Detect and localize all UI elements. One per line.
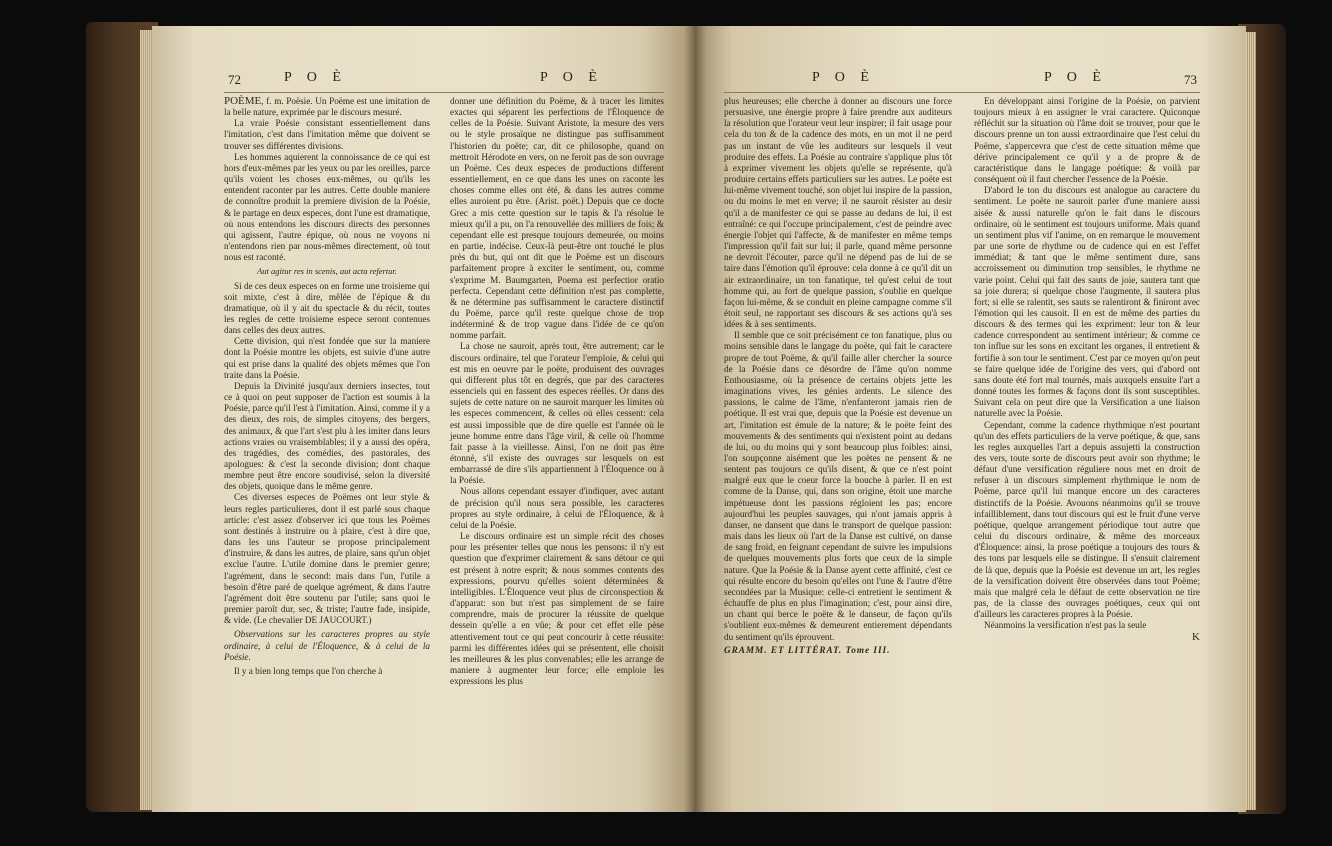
paragraph: Nous allons cependant essayer d'indiquer, avec autant de précision qu'il nous sera possible, les caracteres propres au style ordinaire, à celui de l'Éloquence, & à celui de la Poésie. xyxy=(450,486,664,530)
paragraph: Néanmoins la versification n'est pas la seule xyxy=(984,620,1147,631)
right-page-column-1 xyxy=(724,96,952,656)
paragraph: donner une définition du Poëme, & à tracer les limites exactes qui séparent les perfections de l'Éloquence de celles de la Poésie. Suivant Aristote, la mesure des vers ou le style prosaïque ne distingue pas suffisamment l'historien du poëte; car, dit ce philosophe, quand on mettroit Hérodote en vers, on ne feroit pas de son ouvrage un Poëme. Ces deux especes de productions different essentiellement, en ce que dans les unes on raconte les choses comme elles ont été, & dans les autres comme elles auroient pu être. (Arist. poët.) Depuis que ce docte Grec a mis cette question sur le tapis & l'a résolue le mieux qu'il a pu, on l'a renouvellée des milliers de fois; & cependant elle est presque toujours demeurée, ou moins en partie, indécise. Ceux-là peut-être ont touché le plus près du but, qui ont dit que le Poëme est un discours parfaitement propre à exciter le sentiment, ou, comme s'exprime M. Baumgarten, Poema est perfectior oratio perfecta. Cependant cette définition n'est pas complette, & ne détermine pas suffisamment le caractere distinctif du Poëme, parce qu'il reste quelque chose de trop indéterminé & de trop vague dans l'idée de ce qu'on nomme parfait. xyxy=(450,96,664,341)
page-number-right: 73 xyxy=(1184,72,1197,87)
left-page xyxy=(152,26,694,812)
paragraph: Cependant, comme la cadence rhythmique n'est pourtant qu'un des effets particuliers de la verve poétique, & que, sans les regles auxquelles l'art a depuis assujetti la construction des vers, toute sorte de discours peut avoir son rhythme; le défaut d'une versification réguliere nous met en droit de refuser à un discours simplement rhythmique le nom de Poëme, parce qu'il lui manque encore un des caracteres distinctifs de la Poésie. Avouons néanmoins qu'il se trouve infailliblement, dans tout discours qui est le fruit d'une verve poétique, quelque arrangement périodique tout autre que celui du discours ordinaire, & même des morceaux d'Éloquence: ainsi, la prose poétique a toujours des tours & des tons par lesquels elle se distingue. Il s'ensuit clairement de là que, depuis que la Poésie est devenue un art, les regles de la versification doivent être observées dans tout Poëme; mais que malgré cela le défaut de cette observation ne tire pas, de la classe des ouvrages poétiques, ceux qui ont d'ailleurs les caracteres propres à la Poésie. xyxy=(974,419,1200,620)
volume-footer: GRAMM. ET LITTÉRAT. Tome III. xyxy=(724,644,891,655)
paragraph: La vraie Poésie consistant essentiellement dans l'imitation, c'est dans l'imitation même que doivent se trouver ses différentes divisions. xyxy=(224,118,430,151)
paragraph: Le discours ordinaire est un simple récit des choses pour les présenter telles que nous les pensons: il n'y est question que d'exprimer clairement & sans détour ce qui est présent à notre esprit; & nous sommes contents des expressions, pourvu qu'elles soient déterminées & intelligibles. L'Éloquence veut plus de circonspection & d'apparat: son but n'est pas simplement de se faire comprendre, mais de procurer la réussite de quelque dessein qu'elle a en vûe; & pour cet effet elle pèse attentivement tout ce qui peut concourir à cette réussite: parmi les différentes idées qui se présentent, elle choisit les meilleures & les plus convenables; elle les arrange de maniere à augmenter leur force; elle emploie les expressions les plus xyxy=(450,531,664,687)
running-head-right-col2: P O È xyxy=(1044,70,1107,85)
paragraph: Il semble que ce soit précisément ce ton fanatique, plus ou moins sensible dans le langage du poëte, qui fait le caractere propre de tout Poëme, & qu'il faille aller chercher la source de la Poésie dans ce désordre de l'âme qu'on nomme Enthousiasme, où la présence de certains objets jette les imaginations vives, les génies ardents. Le silence des passions, le calme de l'âme, n'enfanteront jamais rien de poétique. Il est vrai que, depuis que la Poésie est devenue un art, l'imitation est émule de la nature; & le poëte feint des mouvements & des sentiments qui n'existent point au dedans de lui, ou du moins qui y sont beaucoup plus foibles: ainsi, l'on soupçonne aisément que les poëtes ne pensent & ne sentent pas toujours ce qu'ils disent, & que ce n'est point malgré eux que le coeur force la bouche à parler. Il en est comme de la Danse, qui, dans son origine, étoit une marche impétueuse dont les passions régloient les pas; encore aujourd'hui les peuples sauvages, qui n'ont jamais appris à danser, ne dansent que dans le transport de quelque passion: mais dans les lieux où l'art de la Danse est cultivé, on danse de sang froid, en feignant cependant de suivre les impulsions de quelques mouvements plus forts que ceux de la simple nature. Que la Poésie & la Danse ayent cette affinité, c'est ce qui résulte encore du besoin qu'elles ont l'une & l'autre d'être secondées par la Musique: celle-ci entretient le sentiment & échauffe de plus en plus l'imagination; c'est, pour ainsi dire, un chant qui berce le poëte & le danseur, de façon qu'ils s'oublient eux-mêmes & demeurent entierement dépendants du sentiment qu'ils éprouvent. xyxy=(724,330,952,642)
right-page xyxy=(694,26,1246,812)
page-number-left: 72 xyxy=(228,72,241,87)
paragraph: Si de ces deux especes on en forme une troisieme qui soit mixte, c'est à dire, mêlée de l'épique & du dramatique, où il y ait du spectacle & du récit, toutes les regles de cette troisieme espece seront contenues dans celles des deux autres. xyxy=(224,280,430,336)
paragraph: plus heureuses; elle cherche à donner au discours une force persuasive, une énergie propre à faire prendre aux auditeurs la résolution que l'orateur veut leur inspirer; il fait usage pour cela du ton & de la cadence des mots, en un mot il ne perd pas un instant de vûe les auditeurs sur lesquels il veut produire des effets. La Poésie au contraire s'applique plus tôt à exprimer vivement les objets qu'elle se représente, qu'à produire certains effets particuliers sur les autres. Le poëte est lui-même vivement touché, son objet lui inspire de la passion, ou du moins le met en verve; il ne sauroit résister au desir qu'il a de manifester ce qui se passe au dedans de lui, il est entraîné: ce qui l'occupe principalement, c'est de peindre avec énergie l'objet qui l'affecte, & de manifester en même temps l'impression qu'il fait sur lui; il parle, quand même personne ne devroit l'écouter, parce qu'il ne dépend pas de lui de se taire dans l'émotion qu'il éprouve: cela donne à ce qu'il dit un air extraordinaire, un ton fanatique, tel qu'est celui de tout homme qui, au fort de quelque passion, s'oublie en quelque façon lui-même, & se conduit en pleine campagne comme s'il étoit seul, ne rapportant ses discours & ses actions qu'à ses idées & à ses sentiments. xyxy=(724,96,952,330)
paragraph: Cette division, qui n'est fondée que sur la maniere dont la Poésie montre les objets, est suivie d'une autre qui est prise dans la qualité des objets mêmes que l'on traite dans la Poésie. xyxy=(224,336,430,380)
book-gutter xyxy=(684,26,706,812)
paragraph: Depuis la Divinité jusqu'aux derniers insectes, tout ce à quoi on peut supposer de l'action est soumis à la Poésie, parce qu'il l'est à l'imitation. Ainsi, comme il y a des dieux, des rois, de simples citoyens, des bergers, des animaux, & que l'art s'est plu à les imiter dans leurs actions vraies ou vraisemblables; il y a aussi des opéra, des tragédies, des comédies, des pastorales, des apologues: & c'est la seconde division; dont chaque membre peut être encore soudivisé, selon la diversité des objets, quoique dans le même genre. xyxy=(224,380,430,492)
left-page-column-1 xyxy=(224,96,430,677)
paragraph: Ces diverses especes de Poëmes ont leur style & leurs regles particulieres, dont il est parlé sous chaque article: c'est assez d'observer ici que tous les Poëmes sont destinés à instruire ou à plaire, c'est à dire que, dans les uns l'auteur se propose principalement d'instruire, & dans les autres, de plaire, sans qu'un objet exclue l'autre. L'utile domine dans le premier genre; l'agrément, dans le second: mais dans l'un, l'utile a besoin d'être paré de quelque agrément, & dans l'autre l'agrément doit être soutenu par l'utile; sans quoi le premier paroît dur, sec, & triste; l'autre fade, insipide, & vide. (Le chevalier DE JAUCOURT.) xyxy=(224,492,430,626)
running-head-left-col1: P O È xyxy=(284,70,347,85)
running-head-left-col2: P O È xyxy=(540,70,603,85)
paragraph: D'abord le ton du discours est analogue au caractere du sentiment. Le poëte ne sauroit parler d'une maniere aussi aisée & aussi naturelle qu'on le fait dans le discours ordinaire, où le sentiment est toujours uniforme. Mais quand un sentiment plus vif l'anime, on en remarque le mouvement par une sorte de rhythme ou de cadence qui en est l'effet immédiat; & tant que le même sentiment dure, sans accroissement ou diminution trop sensibles, le rhythme ne varie point. Celui qui fait des sauts de joie, sautera tant que sa joie durera; si quelque chose l'augmente, il sautera plus fort; si elle se ralentit, ses sauts se ralentiront & finiront avec l'émotion qui les causoit. Il en est de même des parties du discours & des termes qui les expriment: leur ton & leur cadence correspondent au sentiment intérieur; & comme ce ton influe sur les sons en excitant les organes, il entretient & fortifie à son tour le sentiment. C'est par ce moyen qu'on peut se faire quelque idée de l'origine des vers, qui d'abord ont sans doute été fort mal tournés, mais auxquels ensuite l'art a donné toutes les formes & façons dont ils sont susceptibles. Suivant cela on peut dire que la Versification a une liaison naturelle avec la Poésie. xyxy=(974,185,1200,419)
paragraph: En développant ainsi l'origine de la Poésie, on parvient toujours mieux à en assigner le vrai caractere. Quiconque réfléchit sur la situation où l'âme doit se trouver, pour que le discours prenne un ton aussi extraordinaire que l'est celui du Poëme, s'appercevra que c'est de cette situation même que dérive principalement ce qu'il y a de propre & de caractéristique dans le langage poétique: & voilà par conséquent où il faut chercher l'essence de la Poésie. xyxy=(974,96,1200,185)
headword: POÈME xyxy=(224,95,262,107)
paragraph: La chose ne sauroit, après tout, être autrement; car le discours ordinaire, tel que l'orateur l'emploie, & celui qui est mis en oeuvre par le poëte, produisent des ouvrages qui different plus tôt en degrés, que par des caracteres essenciels qui en fassent des especes réelles. Or dans des sujets de cette nature on ne sauroit marquer les limites où les especes commencent, & celles où elles cessent: cela est aussi impossible que de dire quelle est l'année où le jeune homme entre dans l'âge viril, & celle où l'homme fait passe à la vieillesse. Ainsi, l'on ne doit pas être étonné, s'il existe des ouvrages sur lesquels on est embarrassé de dire s'ils appartiennent à l'Éloquence ou à la Poésie. xyxy=(450,341,664,486)
signature-mark: K xyxy=(1192,630,1200,643)
left-page-column-2 xyxy=(450,96,664,687)
latin-quote: Aut agitur res in scenis, aut acta refertur. xyxy=(257,266,397,277)
section-heading: Observations sur les caracteres propres au style ordinaire, à celui de l'Éloquence, & à celui de la Poésie. xyxy=(224,629,430,662)
right-page-column-2 xyxy=(974,96,1200,643)
header-rule-left xyxy=(224,92,664,93)
paragraph: Les hommes aquierent la connoissance de ce qui est hors d'eux-mêmes par les yeux ou par les oreilles, parce qu'ils voient les choses eux-mêmes, ou qu'ils les entendent raconter par les autres. Cette double maniere de connoître produit la premiere division de la Poésie, & le partage en deux especes, dont l'une est dramatique, où nous entendons les discours directs des personnes qui agissent, l'autre épique, où nous ne voyons ni n'entendons rien par nous-mêmes directement, où tout nous est raconté. xyxy=(224,151,431,263)
running-head-right-col1: P O È xyxy=(812,70,875,85)
paragraph: Il y a bien long temps que l'on cherche à xyxy=(234,665,383,676)
headword-definition: , f. m. Poësie. Un Poëme est une imitation de la belle nature, exprimée par le discours mesuré. xyxy=(224,96,430,118)
header-rule-right xyxy=(724,92,1200,93)
